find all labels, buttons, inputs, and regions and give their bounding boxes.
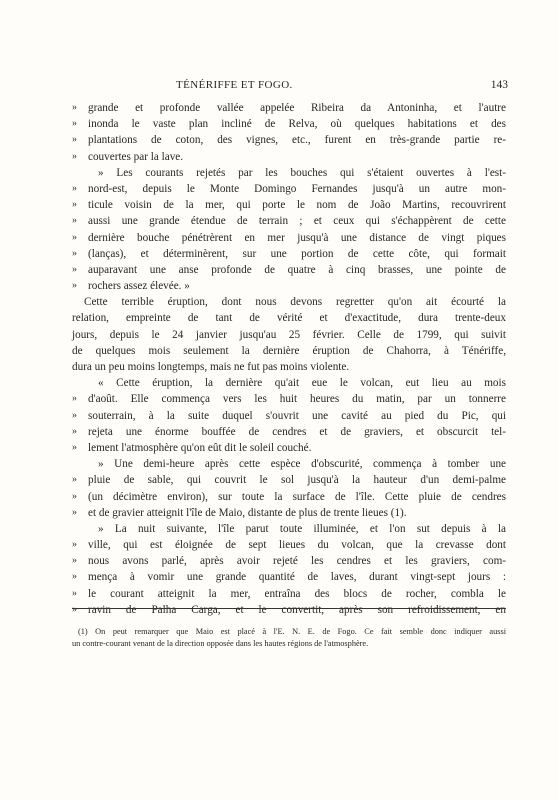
text-line bbox=[72, 472, 506, 488]
line-text: ravin de Palha Carga, et le convertit, après son refroidissement, en bbox=[88, 603, 506, 616]
text-line bbox=[72, 116, 506, 132]
quote-marker: » bbox=[72, 425, 77, 437]
line-text: » Les courants rejetés par les bouches qui s'étaient ouvertes à l'est- bbox=[98, 166, 506, 179]
line-text: rochers assez élevée. » bbox=[88, 280, 190, 293]
quote-marker: » bbox=[72, 199, 77, 211]
line-text: nord-est, depuis le Monte Domingo Fernandes jusqu'à un autre mon- bbox=[88, 182, 506, 195]
line-text: dernière bouche pénétrèrent en mer jusqu'à une distance de vingt piques bbox=[88, 231, 506, 244]
footnote bbox=[72, 626, 506, 650]
text-line bbox=[72, 505, 506, 521]
text-line bbox=[72, 586, 506, 602]
quote-marker: » bbox=[72, 118, 77, 130]
text-line bbox=[72, 262, 506, 278]
text-line bbox=[72, 359, 506, 375]
text-line bbox=[72, 489, 506, 505]
line-text: ticule voisin de la mer, qui porte le nom de João Martins, recouvrirent bbox=[88, 199, 506, 212]
page-header bbox=[176, 79, 508, 93]
line-text: et de gravier atteignit l'île de Maio, distante de plus de trente lieues (1). bbox=[88, 506, 407, 519]
quote-marker: » bbox=[72, 247, 77, 259]
line-text: ville, qui est éloignée de sept lieues du volcan, que la crevasse dont bbox=[88, 539, 506, 552]
quote-marker: » bbox=[72, 393, 77, 405]
quote-marker: » bbox=[72, 263, 77, 275]
line-text: relation, empreinte de tant de vérité et d'exactitude, dura trente-deux bbox=[72, 312, 506, 325]
quote-marker: » bbox=[72, 102, 77, 113]
text-line bbox=[72, 213, 506, 229]
text-line bbox=[72, 408, 506, 424]
text-line bbox=[72, 343, 506, 359]
text-line bbox=[72, 197, 506, 213]
quote-marker: » bbox=[72, 134, 77, 146]
text-line bbox=[72, 246, 506, 262]
text-line bbox=[72, 602, 506, 618]
quote-marker: » bbox=[72, 555, 77, 567]
quote-marker: » bbox=[72, 182, 77, 194]
quote-marker: » bbox=[72, 280, 77, 292]
line-text: jours, depuis le 24 janvier jusqu'au 25 février. Celle de 1799, qui suivit bbox=[72, 328, 506, 341]
line-text: aussi une grande étendue de terrain ; et ceux qui s'échappèrent de cette bbox=[88, 215, 506, 228]
quote-marker: » bbox=[72, 409, 77, 421]
text-line bbox=[72, 310, 506, 326]
line-text: le courant atteignit la mer, entraîna des blocs de rocher, combla le bbox=[88, 587, 506, 600]
text-line bbox=[72, 294, 506, 310]
quote-marker: » bbox=[72, 571, 77, 583]
text-line bbox=[72, 327, 506, 343]
footnote-rule bbox=[72, 608, 506, 609]
text-line bbox=[72, 521, 506, 537]
page-number: 143 bbox=[490, 79, 508, 91]
line-text: « Cette éruption, la dernière qu'ait eue le volcan, eut lieu au mois bbox=[98, 377, 506, 390]
text-line bbox=[72, 100, 506, 116]
line-text: dura un peu moins longtemps, mais ne fut pas moins violente. bbox=[72, 361, 350, 373]
line-text: (lanças), et déterminèrent, sur une portion de cette côte, qui formait bbox=[88, 247, 506, 260]
line-text: grande et profonde vallée appelée Ribeira da Antoninha, et l'autre bbox=[88, 102, 506, 114]
quote-marker: » bbox=[72, 150, 77, 162]
body-text bbox=[72, 100, 506, 618]
line-text: plantations de coton, des vignes, etc., furent en très-grande partie re- bbox=[88, 134, 506, 147]
text-line bbox=[72, 440, 506, 456]
text-line bbox=[72, 569, 506, 585]
quote-marker: » bbox=[72, 231, 77, 243]
line-text: de quelques mois seulement la dernière éruption de Chahorra, à Ténériffe, bbox=[72, 344, 506, 357]
quote-marker: » bbox=[72, 539, 77, 551]
text-line bbox=[72, 165, 506, 181]
line-text: » La nuit suivante, l'île parut toute illuminée, et l'on sut depuis à la bbox=[98, 522, 506, 535]
line-text: mença à vomir une grande quantité de laves, durant vingt-sept jours : bbox=[88, 571, 506, 584]
text-line bbox=[72, 149, 506, 165]
line-text: inonda le vaste plan incliné de Relva, où quelques habitations et des bbox=[88, 118, 506, 131]
footnote-line: un contre-courant venant de la direction opposée dans les hautes régions de l'atmosphère. bbox=[72, 639, 369, 648]
quote-marker: » bbox=[72, 215, 77, 227]
quote-marker: » bbox=[72, 587, 77, 599]
line-text: nous avons parlé, après avoir rejeté les cendres et les graviers, com- bbox=[88, 555, 506, 568]
quote-marker: » bbox=[72, 474, 77, 486]
line-text: d'août. Elle commença vers les huit heures du matin, par un tonnerre bbox=[88, 393, 506, 406]
quote-marker: » bbox=[72, 441, 77, 453]
line-text: auparavant une anse profonde de quatre à cinq brasses, une pointe de bbox=[88, 263, 506, 276]
quote-marker: » bbox=[72, 506, 77, 518]
line-text: rejeta une énorme bouffée de cendres et de graviers, et obscurcit tel- bbox=[88, 425, 506, 438]
line-text: » Une demi-heure après cette espèce d'obscurité, commença à tomber une bbox=[98, 458, 506, 471]
quote-marker: » bbox=[72, 490, 77, 502]
text-line bbox=[72, 375, 506, 391]
line-text: lement l'atmosphère qu'on eût dit le soleil couché. bbox=[88, 441, 312, 454]
line-text: (un décimètre environ), sur toute la surface de l'île. Cette pluie de cendres bbox=[88, 490, 506, 503]
text-line bbox=[72, 537, 506, 553]
running-title: TÉNÉRIFFE ET FOGO. bbox=[176, 79, 293, 91]
quote-marker: » bbox=[72, 603, 77, 615]
text-line bbox=[72, 456, 506, 472]
text-line bbox=[72, 181, 506, 197]
text-line bbox=[72, 278, 506, 294]
line-text: souterrain, à la suite duquel s'ouvrit une cavité au pied du Pic, qui bbox=[88, 409, 506, 422]
text-line bbox=[72, 391, 506, 407]
text-line bbox=[72, 553, 506, 569]
text-line bbox=[72, 230, 506, 246]
text-line bbox=[72, 424, 506, 440]
line-text: pluie de sable, qui couvrit le sol jusqu'à la hauteur d'un demi-palme bbox=[88, 474, 506, 487]
line-text: couvertes par la lave. bbox=[88, 150, 184, 163]
line-text: Cette terrible éruption, dont nous devons regretter qu'on ait écourté la bbox=[84, 296, 506, 309]
footnote-line: (1) On peut remarquer que Maio est placé à l'E. N. E. de Fogo. Ce fait semble donc indiquer aussi bbox=[78, 627, 506, 636]
text-line bbox=[72, 132, 506, 148]
